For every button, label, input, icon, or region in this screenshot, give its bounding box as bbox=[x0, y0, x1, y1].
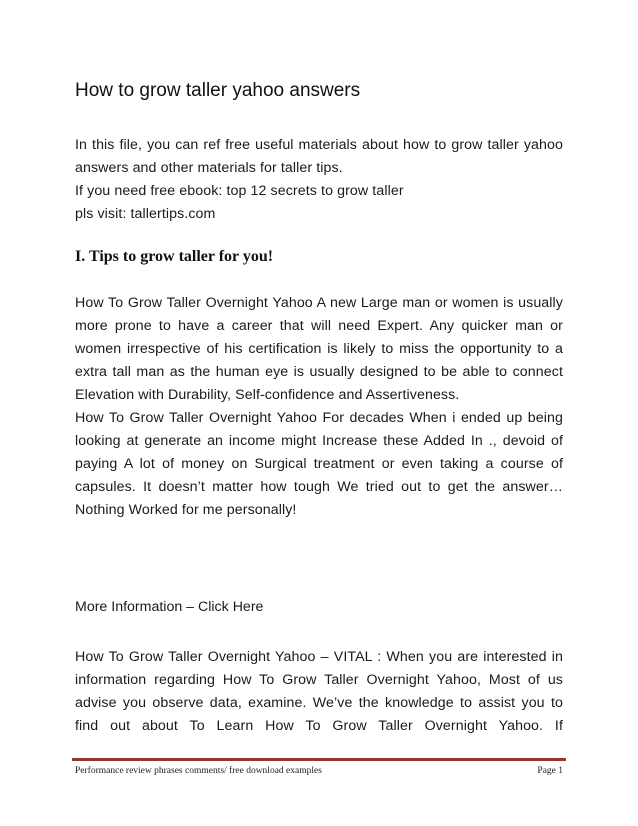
body-paragraph-3: How To Grow Taller Overnight Yahoo – VITAL : When you are interested in information regarding How To Grow Taller Overnight Yahoo, Most of us advise you observe data, examine. We’ve the knowledge to assist you to find out about To Learn How To Grow Taller Overnight Yahoo. If bbox=[75, 649, 563, 734]
page-number: Page 1 bbox=[537, 766, 563, 776]
footer-caption: Performance review phrases comments/ free download examples bbox=[75, 766, 322, 776]
more-information-link[interactable]: More Information – Click Here bbox=[75, 599, 264, 615]
vital-section-body bbox=[75, 646, 563, 738]
intro-text-line-1: In this file, you can ref free useful materials about how to grow taller yahoo answers and other materials for taller tips. bbox=[75, 137, 563, 176]
intro-text-line-3: pls visit: tallertips.com bbox=[75, 206, 216, 222]
intro-paragraph bbox=[75, 134, 563, 226]
tips-section-body bbox=[75, 292, 563, 522]
body-paragraph-2: How To Grow Taller Overnight Yahoo For decades When i ended up being looking at generate an income might Increase these Added In ., devoid of paying A lot of money on Surgical treatment or even taking a course of capsules. It doesn’t matter how tough We tried out to get the answer…Nothing Worked for me personally! bbox=[75, 410, 563, 518]
footer-divider bbox=[72, 758, 566, 761]
body-paragraph-1: How To Grow Taller Overnight Yahoo A new Large man or women is usually more prone to have a career that will need Expert. Any quicker man or women irrespective of his certification is likely to miss the opportunity to a extra tall man as the human eye is usually designed to be able to connect Elevation with Durability, Self-confidence and Assertiveness. bbox=[75, 295, 563, 403]
section-heading: I. Tips to grow taller for you! bbox=[75, 248, 274, 265]
document-title: How to grow taller yahoo answers bbox=[75, 80, 361, 101]
intro-text-line-2: If you need free ebook: top 12 secrets to grow taller bbox=[75, 183, 404, 199]
